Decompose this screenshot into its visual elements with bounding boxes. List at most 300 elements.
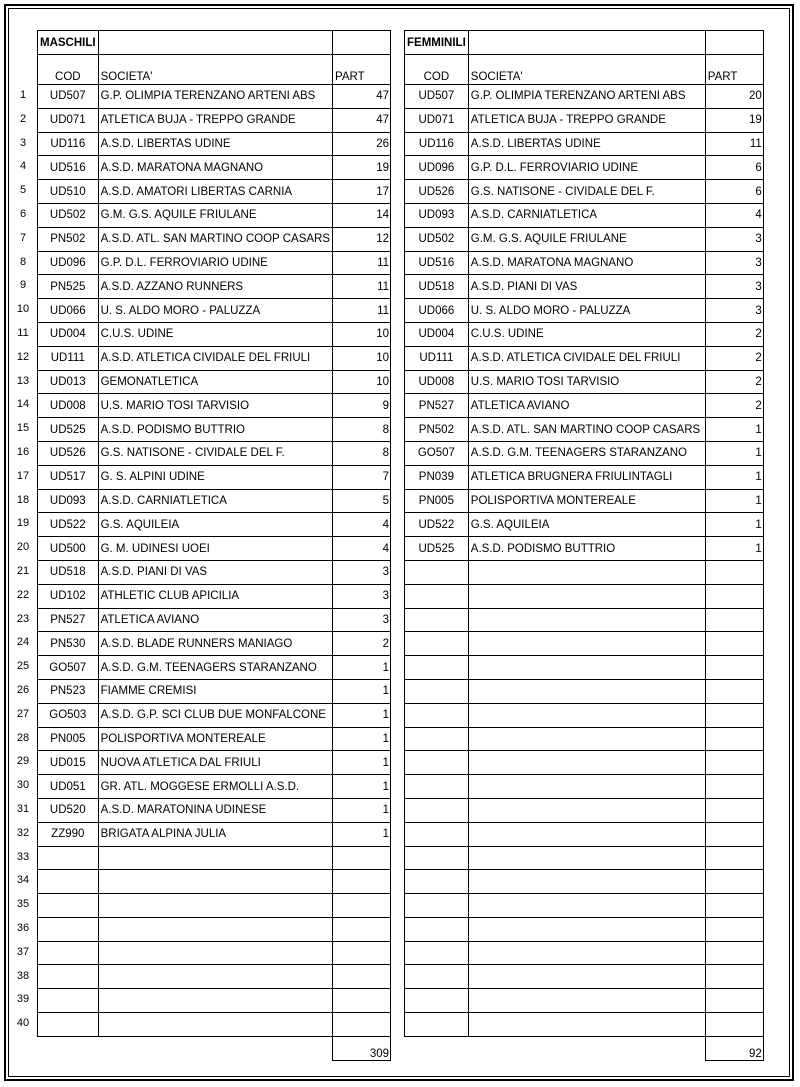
- maschili-cell-cod: UD066: [38, 299, 99, 323]
- femminili-cell-societa: A.S.D. LIBERTAS UDINE: [468, 132, 705, 156]
- row-number: 10: [16, 303, 30, 316]
- femminili-cell-societa: [468, 751, 705, 775]
- maschili-cell-part: 3: [333, 584, 391, 608]
- table-row: [38, 656, 391, 680]
- femminili-cell-cod: [405, 1013, 469, 1037]
- maschili-cell-cod: UD051: [38, 775, 99, 799]
- femminili-cell-cod: UD522: [405, 513, 469, 537]
- femminili-cell-societa: [468, 775, 705, 799]
- femminili-cell-part: [705, 727, 763, 751]
- row-number: 5: [19, 184, 27, 197]
- maschili-cell-societa: NUOVA ATLETICA DAL FRIULI: [98, 751, 332, 775]
- femminili-cell-cod: UD071: [405, 108, 469, 132]
- row-number: 37: [16, 945, 30, 958]
- femminili-cell-societa: [468, 989, 705, 1013]
- table-row: [405, 894, 764, 918]
- femminili-cell-part: [705, 917, 763, 941]
- femminili-cell-part: 1: [705, 418, 763, 442]
- femminili-cell-cod: [405, 751, 469, 775]
- maschili-cell-part: 11: [333, 275, 391, 299]
- maschili-cell-part: 10: [333, 370, 391, 394]
- femminili-header-part: PART: [705, 55, 763, 85]
- femminili-title: FEMMINILI: [405, 31, 469, 55]
- table-row: [405, 394, 764, 418]
- row-number: 32: [16, 826, 30, 839]
- femminili-cell-cod: [405, 656, 469, 680]
- femminili-cell-societa: U. S. ALDO MORO - PALUZZA: [468, 299, 705, 323]
- femminili-cell-societa: G.M. G.S. AQUILE FRIULANE: [468, 227, 705, 251]
- maschili-cell-societa: A.S.D. LIBERTAS UDINE: [98, 132, 332, 156]
- maschili-cell-cod: UD071: [38, 108, 99, 132]
- row-number: 33: [16, 850, 30, 863]
- table-row: [38, 703, 391, 727]
- femminili-cell-part: [705, 1013, 763, 1037]
- table-row: [405, 679, 764, 703]
- maschili-cell-part: 12: [333, 227, 391, 251]
- row-number: 11: [17, 327, 29, 339]
- maschili-cell-cod: PN005: [38, 727, 99, 751]
- row-number: 15: [16, 422, 30, 435]
- maschili-cell-part: [333, 846, 391, 870]
- femminili-cell-part: 3: [705, 227, 763, 251]
- table-row: [405, 727, 764, 751]
- femminili-cell-cod: [405, 608, 469, 632]
- femminili-cell-societa: [468, 656, 705, 680]
- maschili-cell-part: [333, 917, 391, 941]
- maschili-cell-part: 1: [333, 656, 391, 680]
- row-number: 27: [16, 707, 30, 720]
- table-row: [38, 394, 391, 418]
- maschili-cell-societa: C.U.S. UDINE: [98, 322, 332, 346]
- maschili-cell-part: 3: [333, 560, 391, 584]
- row-number: 35: [16, 898, 30, 911]
- maschili-cell-part: 4: [333, 513, 391, 537]
- femminili-cell-cod: [405, 894, 469, 918]
- maschili-cell-societa: G. S. ALPINI UDINE: [98, 465, 332, 489]
- row-number: 13: [16, 374, 30, 387]
- maschili-cell-cod: UD517: [38, 465, 99, 489]
- maschili-cell-societa: A.S.D. BLADE RUNNERS MANIAGO: [98, 632, 332, 656]
- maschili-cell-cod: PN530: [38, 632, 99, 656]
- maschili-total: 309: [333, 1036, 391, 1060]
- maschili-cell-part: 47: [333, 108, 391, 132]
- row-number: 8: [19, 255, 27, 268]
- femminili-cell-cod: [405, 965, 469, 989]
- femminili-cell-part: 6: [705, 156, 763, 180]
- femminili-cell-cod: UD111: [405, 346, 469, 370]
- maschili-cell-part: 5: [333, 489, 391, 513]
- femminili-cell-cod: UD526: [405, 180, 469, 204]
- table-row: [38, 465, 391, 489]
- table-row: [38, 560, 391, 584]
- femminili-cell-societa: A.S.D. ATL. SAN MARTINO COOP CASARS: [468, 418, 705, 442]
- maschili-cell-cod: UD510: [38, 180, 99, 204]
- table-row: [38, 965, 391, 989]
- table-row: [38, 870, 391, 894]
- table-row: [405, 751, 764, 775]
- maschili-cell-cod: ZZ990: [38, 822, 99, 846]
- maschili-cell-societa: [98, 941, 332, 965]
- table-row: [405, 465, 764, 489]
- maschili-cell-cod: [38, 870, 99, 894]
- table-row: [38, 608, 391, 632]
- femminili-cell-part: [705, 846, 763, 870]
- maschili-cell-part: 1: [333, 775, 391, 799]
- femminili-cell-cod: [405, 727, 469, 751]
- femminili-cell-societa: A.S.D. ATLETICA CIVIDALE DEL FRIULI: [468, 346, 705, 370]
- maschili-cell-part: 4: [333, 537, 391, 561]
- maschili-cell-societa: A.S.D. G.M. TEENAGERS STARANZANO: [98, 656, 332, 680]
- table-row: [405, 870, 764, 894]
- maschili-cell-societa: G.M. G.S. AQUILE FRIULANE: [98, 203, 332, 227]
- row-number: 9: [19, 279, 27, 292]
- maschili-cell-part: 7: [333, 465, 391, 489]
- femminili-cell-part: 2: [705, 394, 763, 418]
- maschili-cell-part: 11: [333, 251, 391, 275]
- table-row: [38, 917, 391, 941]
- femminili-cell-cod: [405, 775, 469, 799]
- maschili-cell-societa: G. M. UDINESI UOEI: [98, 537, 332, 561]
- maschili-cell-cod: UD093: [38, 489, 99, 513]
- row-number: 21: [16, 565, 30, 577]
- femminili-cell-cod: PN502: [405, 418, 469, 442]
- maschili-cell-societa: A.S.D. PODISMO BUTTRIO: [98, 418, 332, 442]
- maschili-cell-cod: [38, 941, 99, 965]
- femminili-cell-societa: [468, 870, 705, 894]
- maschili-cell-societa: GEMONATLETICA: [98, 370, 332, 394]
- maschili-cell-cod: [38, 917, 99, 941]
- table-row: [405, 989, 764, 1013]
- maschili-cell-societa: [98, 1013, 332, 1037]
- femminili-cell-part: [705, 989, 763, 1013]
- femminili-cell-part: [705, 965, 763, 989]
- femminili-cell-societa: [468, 727, 705, 751]
- table-row: [38, 989, 391, 1013]
- table-row: [38, 251, 391, 275]
- table-row: [38, 513, 391, 537]
- table-row: [38, 203, 391, 227]
- femminili-cell-cod: [405, 584, 469, 608]
- table-row: [38, 180, 391, 204]
- maschili-cell-cod: UD102: [38, 584, 99, 608]
- femminili-cell-part: [705, 894, 763, 918]
- femminili-cell-cod: [405, 846, 469, 870]
- femminili-cell-cod: UD008: [405, 370, 469, 394]
- maschili-cell-cod: UD008: [38, 394, 99, 418]
- table-row: [405, 203, 764, 227]
- maschili-cell-cod: PN502: [38, 227, 99, 251]
- maschili-cell-societa: A.S.D. PIANI DI VAS: [98, 560, 332, 584]
- femminili-cell-cod: UD502: [405, 227, 469, 251]
- maschili-cell-societa: ATLETICA BUJA - TREPPO GRANDE: [98, 108, 332, 132]
- maschili-cell-societa: A.S.D. MARATONINA UDINESE: [98, 798, 332, 822]
- maschili-cell-cod: PN523: [38, 679, 99, 703]
- maschili-cell-societa: A.S.D. G.P. SCI CLUB DUE MONFALCONE: [98, 703, 332, 727]
- femminili-cell-cod: UD518: [405, 275, 469, 299]
- femminili-cell-societa: A.S.D. PIANI DI VAS: [468, 275, 705, 299]
- femminili-cell-cod: [405, 703, 469, 727]
- femminili-cell-societa: [468, 798, 705, 822]
- row-number: 4: [19, 160, 27, 173]
- femminili-cell-part: [705, 822, 763, 846]
- maschili-cell-societa: A.S.D. AZZANO RUNNERS: [98, 275, 332, 299]
- femminili-cell-cod: [405, 798, 469, 822]
- maschili-cell-part: 1: [333, 751, 391, 775]
- femminili-cell-part: [705, 798, 763, 822]
- row-number: 12: [16, 350, 30, 363]
- table-row: [38, 1013, 391, 1037]
- femminili-cell-part: [705, 703, 763, 727]
- row-number: 18: [16, 493, 30, 506]
- table-row: [38, 632, 391, 656]
- femminili-cell-societa: [468, 679, 705, 703]
- femminili-cell-part: 19: [705, 108, 763, 132]
- table-row: [405, 775, 764, 799]
- maschili-cell-societa: BRIGATA ALPINA JULIA: [98, 822, 332, 846]
- femminili-cell-societa: [468, 917, 705, 941]
- femminili-cell-cod: [405, 941, 469, 965]
- femminili-cell-societa: [468, 846, 705, 870]
- maschili-cell-societa: [98, 846, 332, 870]
- table-row: [405, 513, 764, 537]
- table-row: [405, 965, 764, 989]
- table-row: [405, 489, 764, 513]
- maschili-cell-cod: UD096: [38, 251, 99, 275]
- maschili-cell-societa: U. S. ALDO MORO - PALUZZA: [98, 299, 332, 323]
- femminili-cell-part: 20: [705, 85, 763, 109]
- femminili-cell-societa: [468, 608, 705, 632]
- maschili-cell-cod: UD520: [38, 798, 99, 822]
- maschili-cell-societa: GR. ATL. MOGGESE ERMOLLI A.S.D.: [98, 775, 332, 799]
- maschili-cell-part: 1: [333, 727, 391, 751]
- femminili-cell-part: 1: [705, 489, 763, 513]
- maschili-cell-part: 1: [333, 822, 391, 846]
- row-number: 40: [16, 1017, 30, 1030]
- maschili-cell-cod: [38, 1013, 99, 1037]
- table-row: [405, 822, 764, 846]
- femminili-cell-cod: UD116: [405, 132, 469, 156]
- table-row: [405, 703, 764, 727]
- femminili-table: [404, 30, 764, 1061]
- femminili-cell-societa: A.S.D. MARATONA MAGNANO: [468, 251, 705, 275]
- maschili-cell-part: 10: [333, 346, 391, 370]
- table-row: [38, 751, 391, 775]
- row-number: 26: [16, 684, 30, 696]
- femminili-cell-part: [705, 941, 763, 965]
- femminili-cell-societa: ATLETICA AVIANO: [468, 394, 705, 418]
- femminili-cell-societa: [468, 894, 705, 918]
- table-row: [38, 798, 391, 822]
- femminili-cell-part: [705, 775, 763, 799]
- maschili-cell-part: 47: [333, 85, 391, 109]
- femminili-cell-part: 1: [705, 465, 763, 489]
- table-row: [405, 537, 764, 561]
- femminili-cell-societa: G.S. NATISONE - CIVIDALE DEL F.: [468, 180, 705, 204]
- table-row: [38, 108, 391, 132]
- femminili-cell-cod: UD066: [405, 299, 469, 323]
- maschili-cell-cod: UD116: [38, 132, 99, 156]
- row-number: 36: [16, 922, 30, 934]
- maschili-cell-societa: G.P. D.L. FERROVIARIO UDINE: [98, 251, 332, 275]
- maschili-cell-cod: [38, 989, 99, 1013]
- femminili-cell-part: [705, 560, 763, 584]
- table-row: [38, 275, 391, 299]
- femminili-cell-part: 6: [705, 180, 763, 204]
- table-row: [405, 132, 764, 156]
- femminili-cell-part: [705, 608, 763, 632]
- table-row: [38, 346, 391, 370]
- femminili-cell-societa: ATLETICA BRUGNERA FRIULINTAGLI: [468, 465, 705, 489]
- femminili-cell-part: [705, 751, 763, 775]
- maschili-cell-societa: POLISPORTIVA MONTEREALE: [98, 727, 332, 751]
- femminili-cell-cod: UD096: [405, 156, 469, 180]
- femminili-cell-part: 3: [705, 251, 763, 275]
- maschili-cell-part: 8: [333, 418, 391, 442]
- table-row: [405, 656, 764, 680]
- femminili-cell-societa: C.U.S. UDINE: [468, 322, 705, 346]
- maschili-cell-part: 14: [333, 203, 391, 227]
- row-number: 28: [16, 731, 30, 744]
- maschili-cell-part: [333, 965, 391, 989]
- femminili-cell-societa: A.S.D. PODISMO BUTTRIO: [468, 537, 705, 561]
- row-number: 6: [19, 208, 27, 220]
- table-row: [405, 584, 764, 608]
- table-row: [38, 584, 391, 608]
- femminili-cell-part: 3: [705, 275, 763, 299]
- femminili-cell-cod: [405, 822, 469, 846]
- maschili-cell-cod: UD015: [38, 751, 99, 775]
- femminili-cell-societa: [468, 1013, 705, 1037]
- femminili-cell-cod: [405, 560, 469, 584]
- maschili-cell-cod: GO503: [38, 703, 99, 727]
- table-row: [38, 370, 391, 394]
- maschili-cell-part: 10: [333, 322, 391, 346]
- table-row: [405, 941, 764, 965]
- table-row: [38, 679, 391, 703]
- table-row: [38, 132, 391, 156]
- table-row: [38, 846, 391, 870]
- table-row: [38, 489, 391, 513]
- maschili-header-part: PART: [333, 55, 391, 85]
- femminili-cell-societa: [468, 584, 705, 608]
- femminili-cell-cod: PN527: [405, 394, 469, 418]
- row-number: 39: [16, 993, 30, 1006]
- maschili-cell-societa: A.S.D. ATLETICA CIVIDALE DEL FRIULI: [98, 346, 332, 370]
- femminili-total: 92: [705, 1036, 763, 1060]
- row-number: 30: [16, 779, 30, 792]
- table-row: [38, 156, 391, 180]
- femminili-cell-cod: [405, 989, 469, 1013]
- femminili-cell-cod: [405, 870, 469, 894]
- maschili-cell-part: [333, 941, 391, 965]
- maschili-cell-part: 19: [333, 156, 391, 180]
- femminili-cell-part: 2: [705, 322, 763, 346]
- maschili-cell-societa: ATHLETIC CLUB APICILIA: [98, 584, 332, 608]
- maschili-cell-cod: UD522: [38, 513, 99, 537]
- femminili-cell-societa: U.S. MARIO TOSI TARVISIO: [468, 370, 705, 394]
- femminili-cell-part: 1: [705, 513, 763, 537]
- maschili-cell-societa: A.S.D. MARATONA MAGNANO: [98, 156, 332, 180]
- table-row: [405, 418, 764, 442]
- femminili-cell-cod: [405, 632, 469, 656]
- maschili-cell-part: [333, 894, 391, 918]
- row-number: 2: [19, 112, 27, 125]
- maschili-cell-cod: UD525: [38, 418, 99, 442]
- row-number: 14: [16, 398, 30, 411]
- femminili-cell-societa: G.P. D.L. FERROVIARIO UDINE: [468, 156, 705, 180]
- table-row: [38, 85, 391, 109]
- table-row: [38, 537, 391, 561]
- maschili-cell-societa: G.S. NATISONE - CIVIDALE DEL F.: [98, 441, 332, 465]
- table-row: [405, 846, 764, 870]
- row-number: 34: [16, 874, 30, 887]
- maschili-cell-part: 11: [333, 299, 391, 323]
- maschili-cell-societa: FIAMME CREMISI: [98, 679, 332, 703]
- femminili-cell-part: 1: [705, 537, 763, 561]
- femminili-cell-societa: [468, 822, 705, 846]
- femminili-cell-cod: GO507: [405, 441, 469, 465]
- maschili-cell-societa: A.S.D. CARNIATLETICA: [98, 489, 332, 513]
- maschili-cell-cod: PN527: [38, 608, 99, 632]
- maschili-cell-societa: G.S. AQUILEIA: [98, 513, 332, 537]
- table-row: [405, 180, 764, 204]
- maschili-header-societa: SOCIETA': [98, 55, 332, 85]
- table-row: [38, 775, 391, 799]
- table-row: [405, 346, 764, 370]
- row-number: 24: [16, 636, 30, 649]
- maschili-cell-societa: ATLETICA AVIANO: [98, 608, 332, 632]
- maschili-cell-part: 1: [333, 679, 391, 703]
- maschili-cell-societa: [98, 989, 332, 1013]
- table-row: [405, 917, 764, 941]
- maschili-cell-cod: UD516: [38, 156, 99, 180]
- femminili-header-societa: SOCIETA': [468, 55, 705, 85]
- maschili-cell-cod: GO507: [38, 656, 99, 680]
- maschili-cell-part: 9: [333, 394, 391, 418]
- table-row: [405, 632, 764, 656]
- row-number: 29: [16, 755, 30, 768]
- maschili-cell-cod: PN525: [38, 275, 99, 299]
- femminili-cell-part: 1: [705, 441, 763, 465]
- femminili-cell-part: 2: [705, 346, 763, 370]
- femminili-cell-part: 4: [705, 203, 763, 227]
- maschili-cell-part: 26: [333, 132, 391, 156]
- row-number: 25: [16, 660, 30, 673]
- femminili-cell-societa: [468, 632, 705, 656]
- femminili-cell-cod: UD507: [405, 85, 469, 109]
- femminili-cell-societa: G.P. OLIMPIA TERENZANO ARTENI ABS: [468, 85, 705, 109]
- femminili-cell-part: [705, 679, 763, 703]
- maschili-cell-part: [333, 989, 391, 1013]
- table-row: [405, 251, 764, 275]
- maschili-cell-societa: U.S. MARIO TOSI TARVISIO: [98, 394, 332, 418]
- maschili-cell-cod: [38, 894, 99, 918]
- maschili-cell-societa: A.S.D. ATL. SAN MARTINO COOP CASARS: [98, 227, 332, 251]
- row-number: 16: [16, 446, 30, 458]
- row-number: 1: [19, 89, 27, 101]
- femminili-header-cod: COD: [405, 55, 469, 85]
- table-row: [405, 275, 764, 299]
- table-row: [38, 822, 391, 846]
- femminili-cell-part: [705, 870, 763, 894]
- femminili-cell-part: [705, 632, 763, 656]
- femminili-cell-societa: ATLETICA BUJA - TREPPO GRANDE: [468, 108, 705, 132]
- table-row: [405, 322, 764, 346]
- femminili-cell-societa: A.S.D. CARNIATLETICA: [468, 203, 705, 227]
- table-row: [38, 322, 391, 346]
- table-row: [405, 1013, 764, 1037]
- maschili-cell-part: 1: [333, 798, 391, 822]
